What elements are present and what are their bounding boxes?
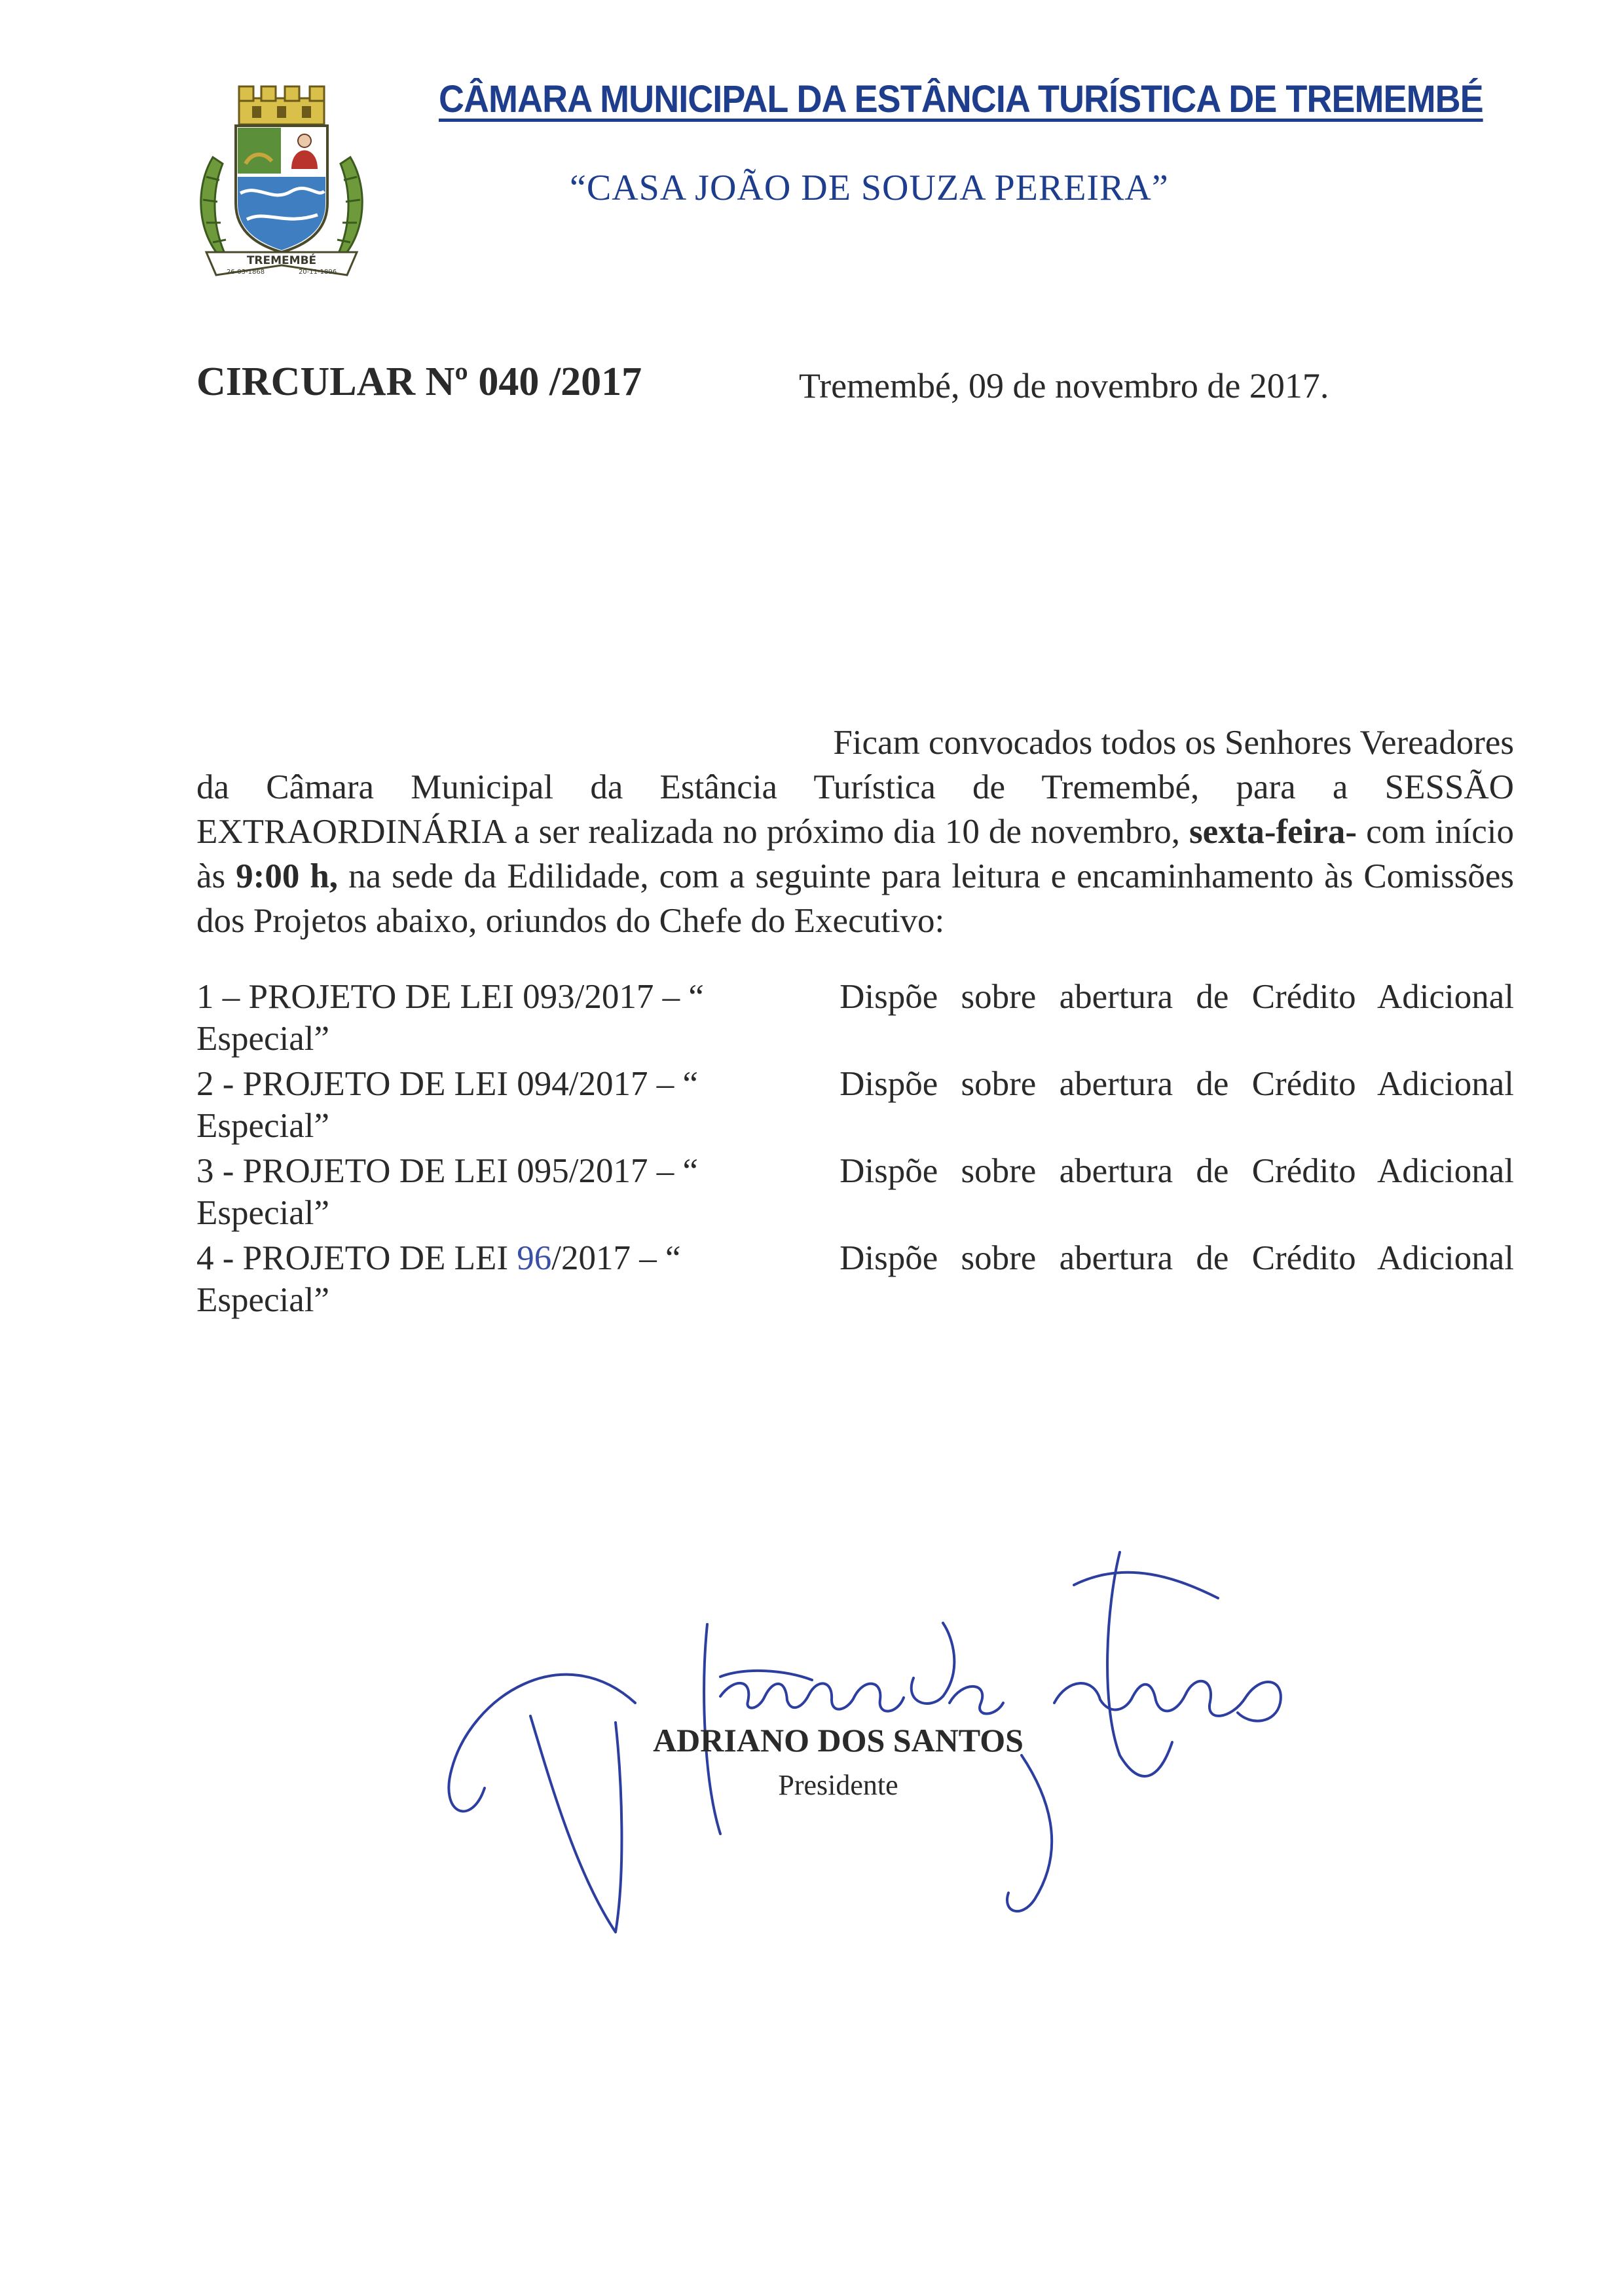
signatory-name: ADRIANO DOS SANTOS xyxy=(653,1722,1024,1759)
project-reference-suffix: /2017 – “ xyxy=(551,1239,681,1277)
list-item xyxy=(196,1239,1514,1326)
convocation-paragraph xyxy=(196,720,1514,943)
signatory-role: Presidente xyxy=(778,1769,898,1801)
municipal-crest-logo xyxy=(187,79,377,295)
list-item xyxy=(196,977,1514,1064)
project-description: Dispõe sobre abertura de Crédito Adicional xyxy=(840,1065,1514,1103)
circular-number: CIRCULAR Nº 040 /2017 xyxy=(196,360,642,404)
crest-date-left: 26-03-1868 xyxy=(226,269,265,276)
project-description: Dispõe sobre abertura de Crédito Adicional xyxy=(840,1239,1514,1277)
crest-banner-text: TREMEMBÉ xyxy=(246,254,317,267)
project-description: Dispõe sobre abertura de Crédito Adicional xyxy=(840,1152,1514,1190)
project-description-continuation: Especial” xyxy=(196,1281,330,1319)
convocation-part-c: na sede da Edilidade, com a seguinte para leitura e encaminhamento às Comissões dos Projetos abaixo, oriundos do Chefe do Executivo: xyxy=(196,857,1515,940)
list-item xyxy=(196,1064,1514,1151)
project-list xyxy=(196,977,1514,1326)
institution-subtitle: “CASA JOÃO DE SOUZA PEREIRA” xyxy=(570,168,1169,208)
handwritten-number-correction: 96 xyxy=(517,1239,552,1277)
project-reference xyxy=(196,1239,681,1278)
crest-date-right: 20-11-1896 xyxy=(298,269,337,276)
convocation-time: 9:00 h, xyxy=(236,857,339,895)
project-description-continuation: Especial” xyxy=(196,1194,330,1232)
project-description: Dispõe sobre abertura de Crédito Adicional xyxy=(840,978,1514,1016)
project-reference-prefix: 4 - PROJETO DE LEI xyxy=(196,1239,517,1277)
convocation-part-b: com início às xyxy=(196,813,1515,895)
project-description-continuation: Especial” xyxy=(196,1020,330,1058)
project-reference: 2 - PROJETO DE LEI 094/2017 – “ xyxy=(196,1065,698,1103)
project-description-continuation: Especial” xyxy=(196,1107,330,1145)
convocation-weekday: sexta-feira- xyxy=(1189,813,1357,851)
institution-title: CÂMARA MUNICIPAL DA ESTÂNCIA TURÍSTICA DE TREMEMBÉ xyxy=(439,78,1483,121)
list-item xyxy=(196,1151,1514,1239)
convocation-first-line: Ficam convocados todos os Senhores Vereadores xyxy=(833,724,1514,762)
convocation-part-a: da Câmara Municipal da Estância Turística de Tremembé, para a SESSÃO EXTRAORDINÁRIA a ser realizada no próximo dia 10 de novembro, xyxy=(196,768,1514,851)
circular-date: Tremembé, 09 de novembro de 2017. xyxy=(799,366,1329,405)
project-reference: 1 – PROJETO DE LEI 093/2017 – “ xyxy=(196,978,704,1016)
project-reference: 3 - PROJETO DE LEI 095/2017 – “ xyxy=(196,1152,698,1190)
